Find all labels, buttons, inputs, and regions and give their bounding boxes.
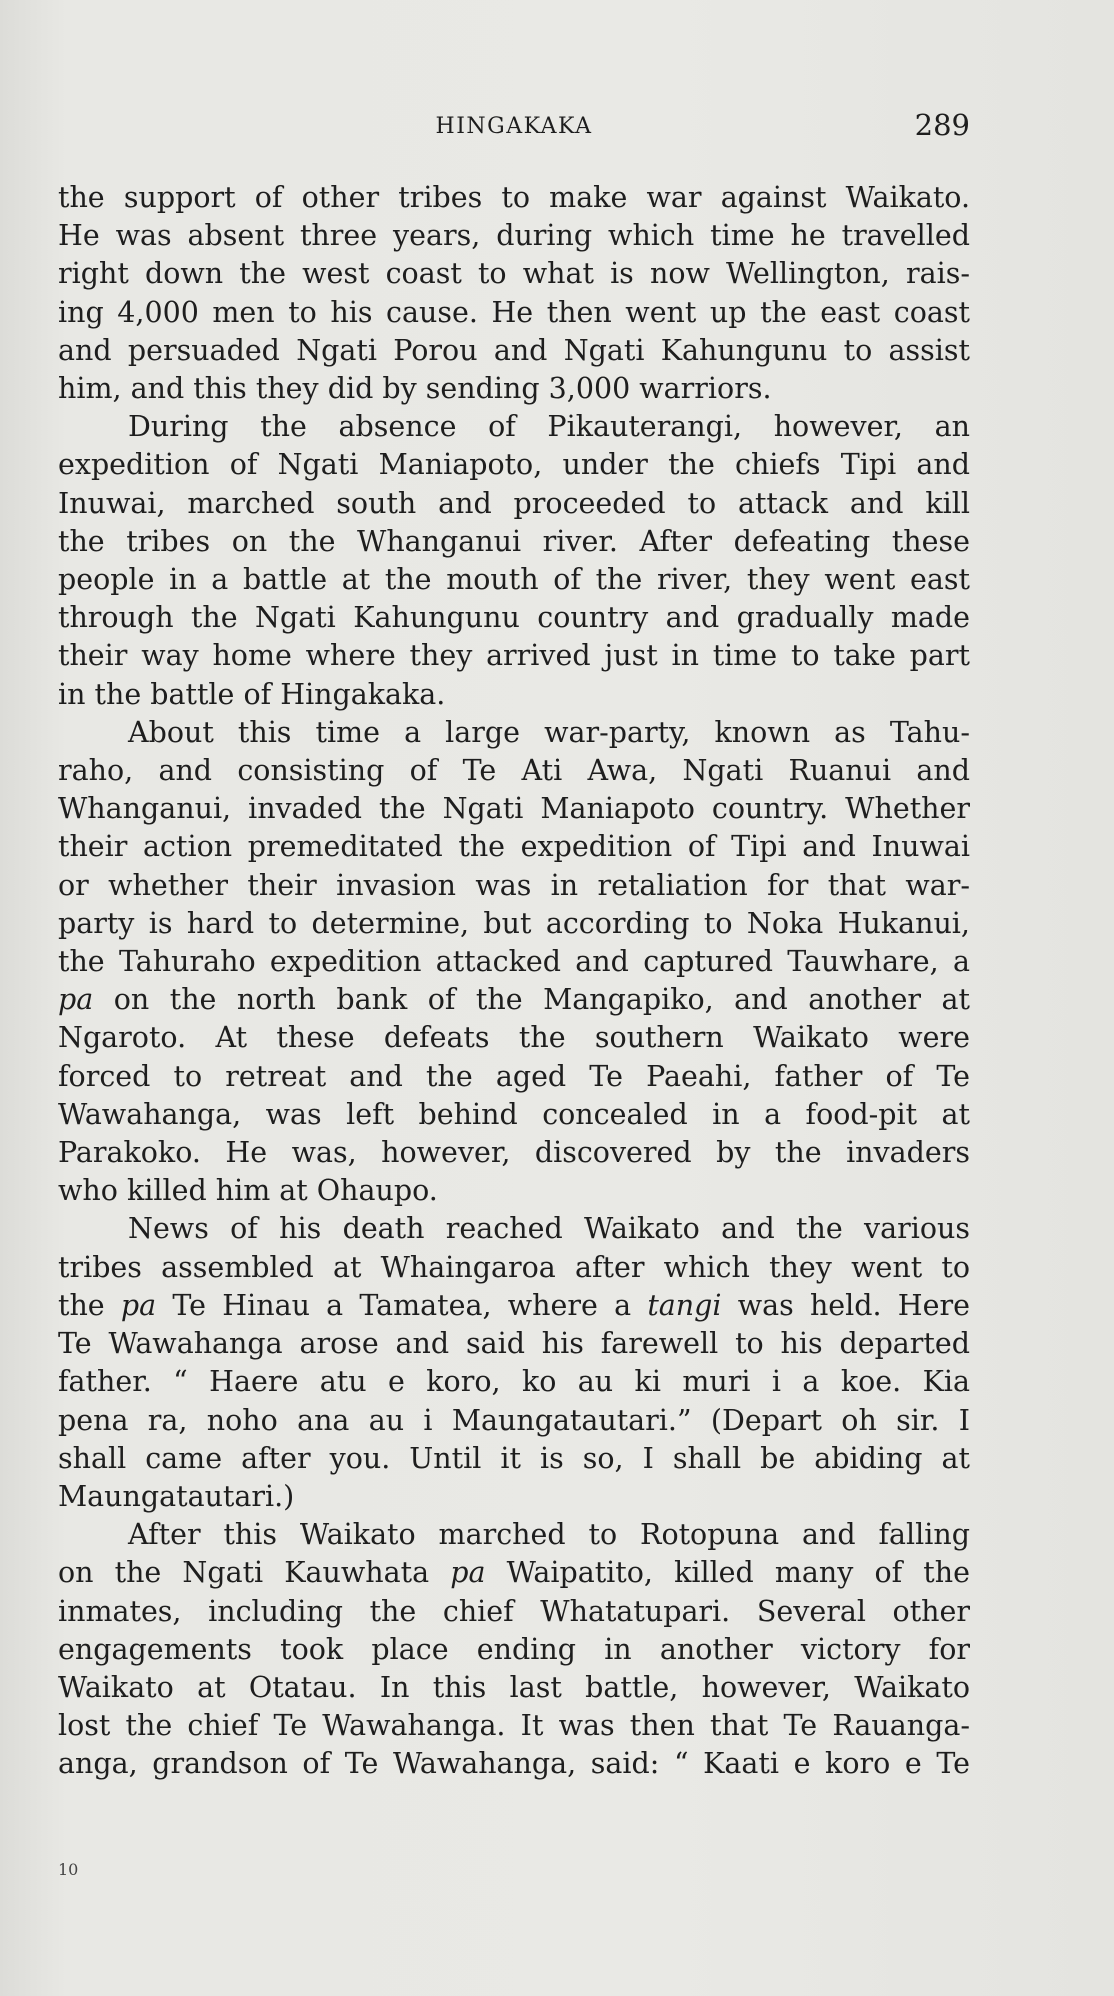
- text-line: on the Ngati Kauwhata pa Waipatito, killed many of the: [58, 1556, 970, 1590]
- text-line: News of his death reached Waikato and the various: [128, 1212, 970, 1246]
- text-line: him, and this they did by sending 3,000 warriors.: [58, 372, 772, 406]
- signature-mark: 10: [58, 1860, 79, 1879]
- text-line: the tribes on the Whanganui river. After defeating these: [58, 524, 970, 558]
- text-line: father. “ Haere atu e koro, ko au ki muri i a koe. Kia: [58, 1365, 970, 1399]
- text-line: lost the chief Te Wawahanga. It was then that Te Rauanga-: [58, 1709, 970, 1743]
- text-line: Wawahanga, was left behind concealed in a food-pit at: [58, 1097, 970, 1131]
- text-line: inmates, including the chief Whatatupari. Several other: [58, 1594, 970, 1628]
- text-line: party is hard to determine, but according to Noka Hukanui,: [58, 906, 970, 940]
- text-line: Ngaroto. At these defeats the southern Waikato were: [58, 1021, 970, 1055]
- text-line: or whether their invasion was in retaliation for that war-: [58, 868, 970, 902]
- text-line: Te Wawahanga arose and said his farewell to his departed: [58, 1327, 970, 1361]
- text-line: forced to retreat and the aged Te Paeahi, father of Te: [58, 1059, 970, 1093]
- text-line: engagements took place ending in another victory for: [58, 1632, 970, 1666]
- text-line: Whanganui, invaded the Ngati Maniapoto country. Whether: [58, 792, 970, 826]
- paragraph: [58, 714, 970, 1211]
- paragraph: [58, 179, 970, 408]
- text-line: who killed him at Ohaupo.: [58, 1174, 438, 1208]
- text-line: tribes assembled at Whaingaroa after which they went to: [58, 1250, 970, 1284]
- text-line: shall came after you. Until it is so, I shall be abiding at: [58, 1441, 970, 1475]
- text-line: Waikato at Otatau. In this last battle, however, Waikato: [58, 1670, 970, 1704]
- text-line: the support of other tribes to make war against Waikato.: [58, 181, 970, 214]
- text-line: in the battle of Hingakaka.: [58, 677, 446, 711]
- page-header: [58, 108, 970, 148]
- paragraph: [58, 408, 970, 714]
- page-number: 289: [914, 108, 970, 142]
- text-line: ing 4,000 men to his cause. He then went up the east coast: [58, 295, 970, 329]
- text-line: the Tahuraho expedition attacked and captured Tauwhare, a: [58, 945, 970, 979]
- text-line: About this time a large war-party, known as Tahu-: [128, 715, 970, 749]
- text-line: Inuwai, marched south and proceeded to attack and kill: [58, 486, 970, 520]
- text-line: expedition of Ngati Maniapoto, under the chiefs Tipi and: [58, 448, 970, 482]
- text-line: During the absence of Pikauterangi, however, an: [128, 410, 970, 444]
- text-line: the pa Te Hinau a Tamatea, where a tangi was held. Here: [58, 1288, 971, 1322]
- paragraph: [58, 1516, 970, 1783]
- text-line: pena ra, noho ana au i Maungatautari.” (Depart oh sir. I: [58, 1403, 970, 1437]
- text-line: and persuaded Ngati Porou and Ngati Kahungunu to assist: [58, 333, 970, 367]
- text-line: raho, and consisting of Te Ati Awa, Ngati Ruanui and: [58, 754, 970, 788]
- text-line: Maungatautari.): [58, 1479, 295, 1513]
- text-line: After this Waikato marched to Rotopuna and falling: [128, 1518, 970, 1552]
- paragraph: [58, 1210, 970, 1516]
- body-text: [58, 179, 970, 1784]
- text-line: He was absent three years, during which time he travelled: [58, 219, 970, 253]
- text-line: their action premeditated the expedition of Tipi and Inuwai: [58, 830, 970, 864]
- text-line: anga, grandson of Te Wawahanga, said: “ Kaati e koro e Te: [58, 1747, 970, 1781]
- text-line: right down the west coast to what is now Wellington, rais-: [58, 257, 970, 291]
- running-head: HINGAKAKA: [435, 114, 593, 139]
- text-line: pa on the north bank of the Mangapiko, and another at: [58, 983, 970, 1017]
- text-line: people in a battle at the mouth of the river, they went east: [58, 563, 970, 597]
- text-line: Parakoko. He was, however, discovered by the invaders: [58, 1136, 970, 1170]
- text-line: through the Ngati Kahungunu country and gradually made: [58, 601, 970, 635]
- text-line: their way home where they arrived just in time to take part: [58, 639, 970, 673]
